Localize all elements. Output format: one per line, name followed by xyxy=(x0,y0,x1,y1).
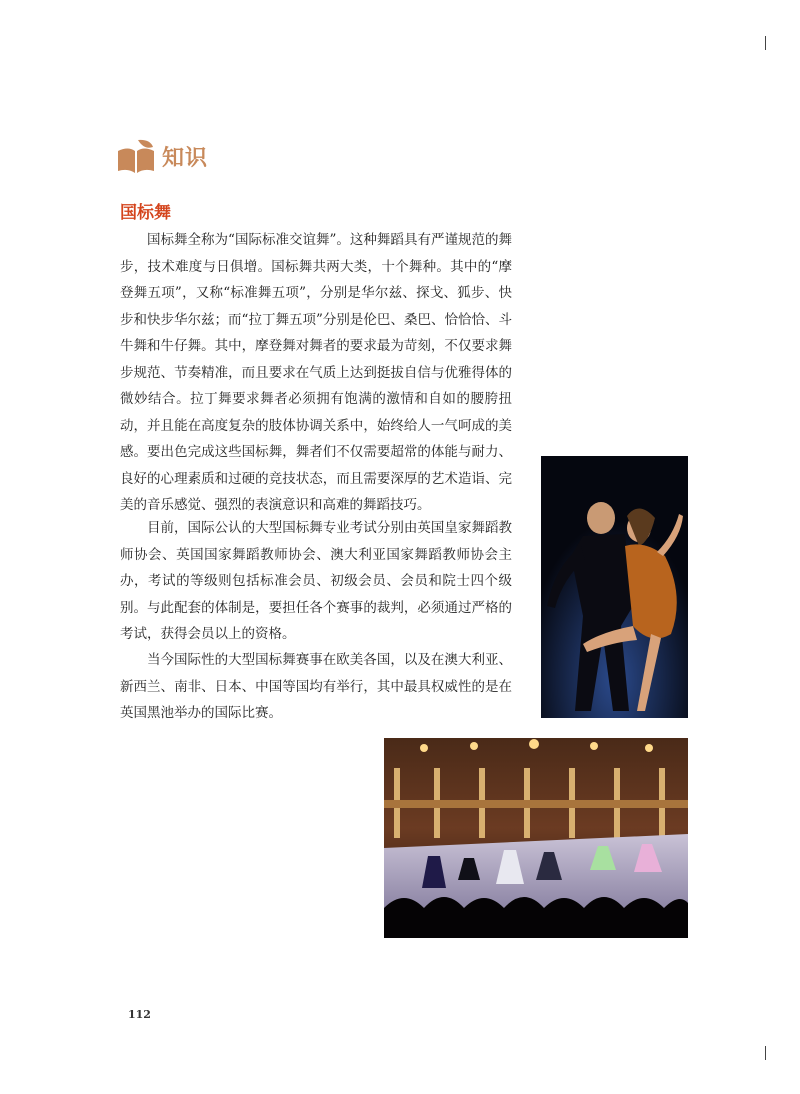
page-number: 112 xyxy=(128,1008,151,1021)
latin-dancers-photo xyxy=(541,456,688,718)
leaf-book-icon xyxy=(116,137,156,175)
section-header xyxy=(116,137,208,175)
paragraph-3 xyxy=(120,647,512,727)
paragraph-2 xyxy=(120,515,512,648)
crop-mark-bottom xyxy=(765,1046,766,1060)
paragraph-text: 国标舞全称为“国际标准交谊舞”。这种舞蹈具有严谨规范的舞步，技术难度与日俱增。国标舞共两大类，十个舞种。其中的“摩登舞五项”，又称“标准舞五项”，分别是华尔兹、探戈、狐步、快步和快步华尔兹；而“拉丁舞五项”分别是伦巴、桑巴、恰恰恰、斗牛舞和牛仔舞。其中，摩登舞对舞者的要求最为苛刻，不仅要求舞步规范、节奏精准，而且要求在气质上达到挺拔自信与优雅得体的微妙结合。拉丁舞要求舞者必须拥有饱满的激情和自如的腰胯扭动，并且能在高度复杂的肢体协调关系中，始终给人一气呵成的美感。要出色完成这些国标舞，舞者们不仅需要超常的体能与耐力、良好的心理素质和过硬的竞技状态，而且需要深厚的艺术造诣、完美的音乐感觉、强烈的表演意识和高难的舞蹈技巧。 xyxy=(120,232,512,513)
paragraph-1 xyxy=(120,227,512,519)
paragraph-text: 目前，国际公认的大型国标舞专业考试分别由英国皇家舞蹈教师协会、英国国家舞蹈教师协会、澳大利亚国家舞蹈教师协会主办，考试的等级则包括标准会员、初级会员、会员和院士四个级别。与此配套的体制是，要担任各个赛事的裁判，必须通过严格的考试，获得会员以上的资格。 xyxy=(120,520,512,642)
section-title: 国标舞 xyxy=(120,203,171,223)
header-title: 知识 xyxy=(162,145,209,171)
crop-mark-top xyxy=(765,36,766,50)
paragraph-text: 当今国际性的大型国标舞赛事在欧美各国，以及在澳大利亚、新西兰、南非、日本、中国等国均有举行，其中最具权威性的是在英国黑池举办的国际比赛。 xyxy=(120,652,512,721)
ballroom-competition-photo xyxy=(384,738,688,938)
